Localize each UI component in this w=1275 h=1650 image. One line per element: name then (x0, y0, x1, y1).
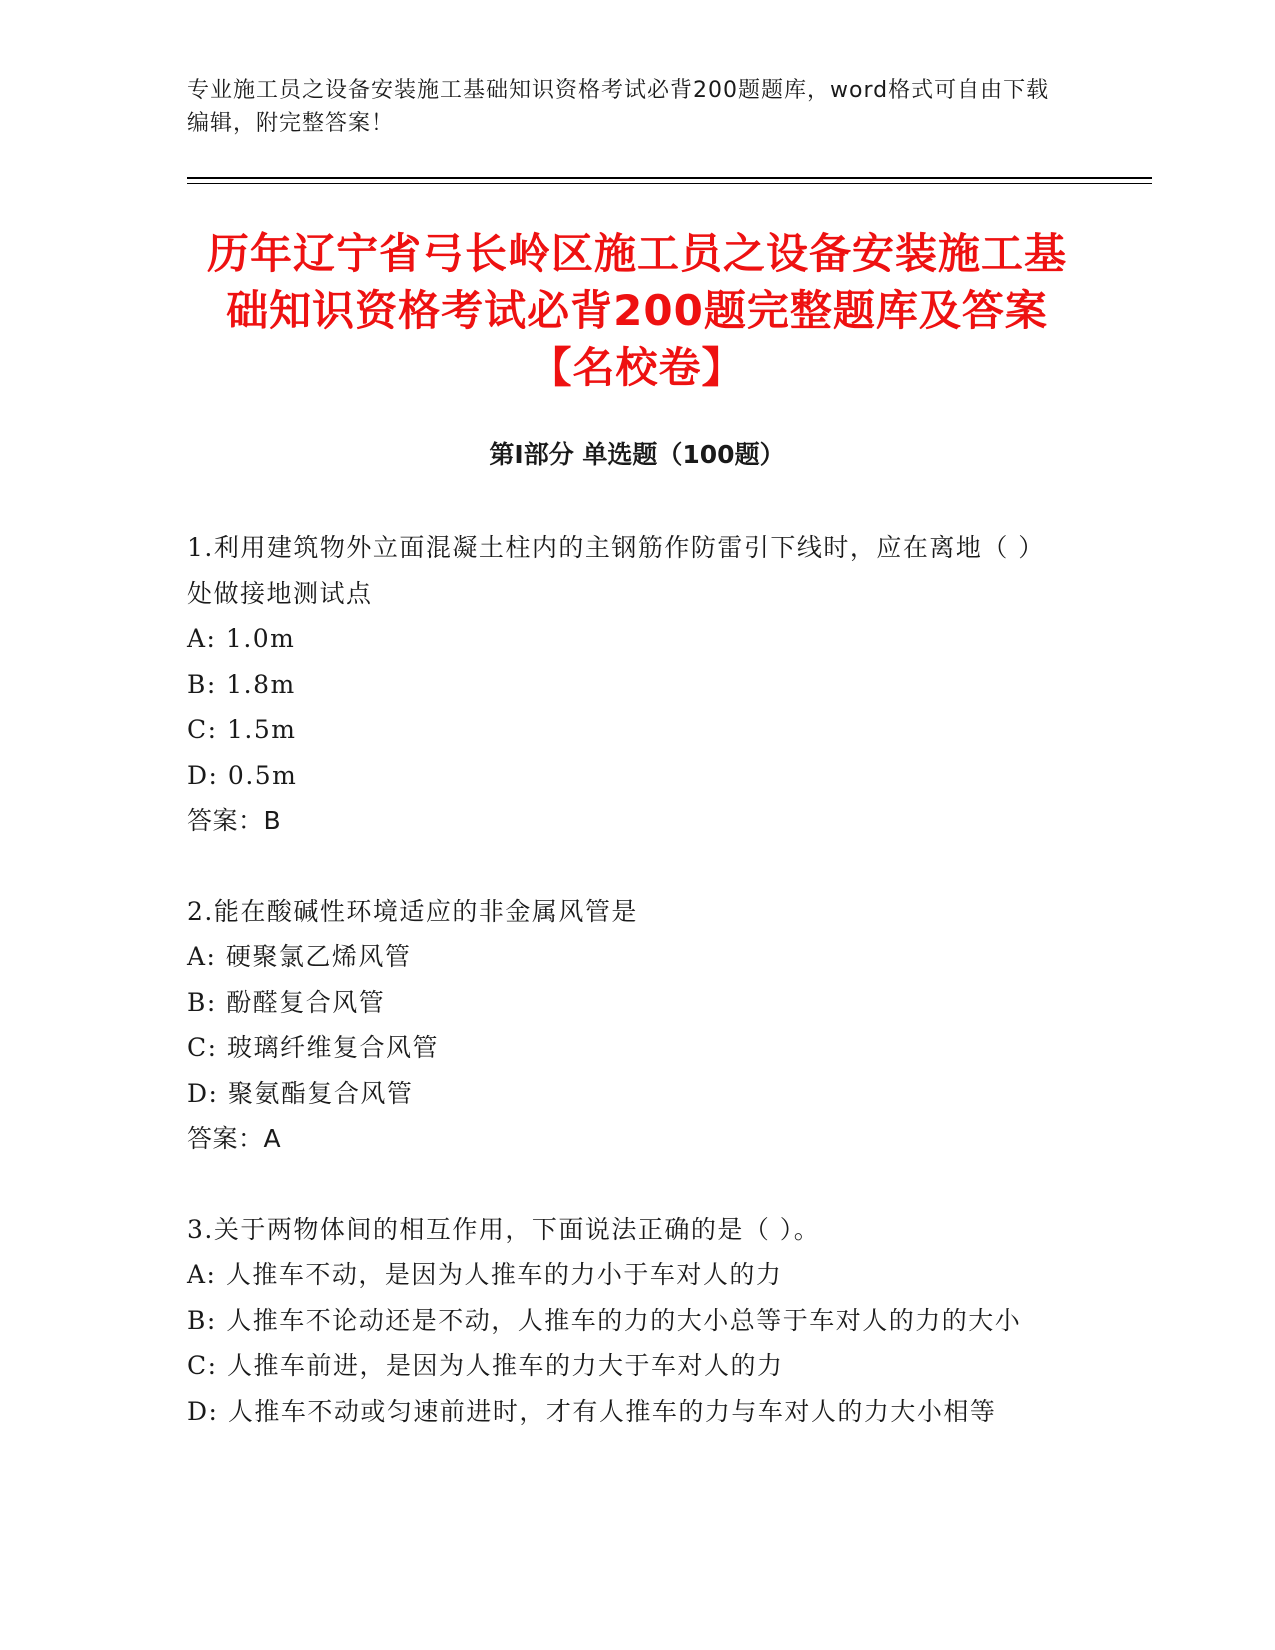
option-c: C: 人推车前进，是因为人推车的力大于车对人的力 (187, 1351, 784, 1380)
question-stem: 1.利用建筑物外立面混凝土柱内的主钢筋作防雷引下线时，应在离地（ ）处做接地测试点 (187, 533, 1045, 608)
option-d: D: 0.5m (187, 760, 298, 790)
option-b: B: 酚醛复合风管 (187, 987, 386, 1017)
document-title: 历年辽宁省弓长岭区施工员之设备安装施工基础知识资格考试必背200题完整题库及答案【名校卷】 (206, 229, 1067, 392)
question-stem: 3.关于两物体间的相互作用，下面说法正确的是（ ）。 (187, 1214, 821, 1244)
question-3 (187, 1207, 1067, 1435)
question-2 (187, 889, 1067, 1162)
option-a: A: 1.0m (187, 624, 296, 653)
header-divider-thin (187, 183, 1152, 184)
header-divider-thick (187, 177, 1152, 179)
question-1 (187, 525, 1067, 844)
option-d: D: 人推车不动或匀速前进时，才有人推车的力与车对人的力大小相等 (187, 1396, 997, 1426)
option-a: A: 硬聚氯乙烯风管 (187, 942, 412, 971)
option-d: D: 聚氨酯复合风管 (187, 1078, 414, 1108)
question-list (187, 525, 1067, 1479)
option-c: C: 玻璃纤维复合风管 (187, 1033, 439, 1062)
option-b: B: 1.8m (187, 669, 296, 699)
option-b: B: 人推车不论动还是不动，人推车的力的大小总等于车对人的力的大小 (187, 1305, 1022, 1335)
answer-line: 答案：B (187, 806, 282, 835)
section-heading: 第I部分 单选题（100题） (489, 440, 785, 469)
header-note: 专业施工员之设备安装施工基础知识资格考试必背200题题库，word格式可自由下载编辑，附完整答案！ (187, 78, 1050, 136)
option-a: A: 人推车不动，是因为人推车的力小于车对人的力 (187, 1260, 783, 1289)
answer-line: 答案：A (187, 1124, 282, 1153)
option-c: C: 1.5m (187, 715, 297, 744)
question-stem: 2.能在酸碱性环境适应的非金属风管是 (187, 896, 638, 926)
